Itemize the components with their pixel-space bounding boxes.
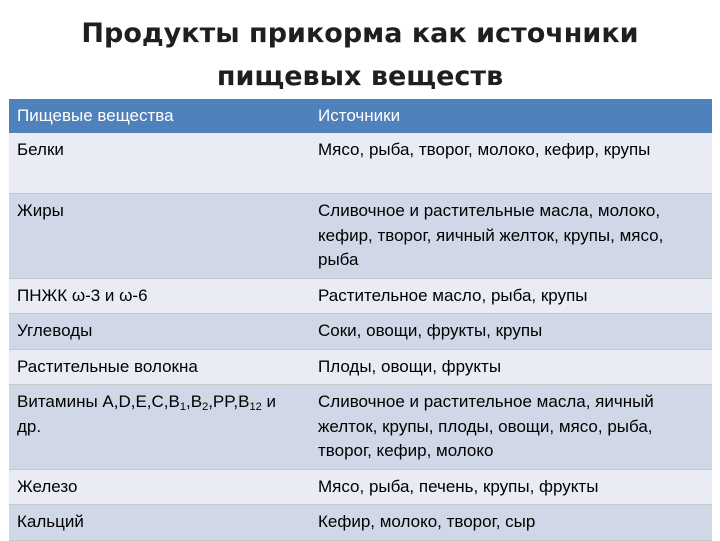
nutrient-cell: Жиры: [9, 194, 307, 279]
header-sources: Источники: [307, 99, 712, 133]
nutrient-cell: [9, 385, 307, 470]
nutrient-cell: Белки: [9, 133, 307, 194]
vitamins-text: ,PP,B: [208, 392, 250, 411]
table-row: [9, 505, 712, 541]
nutrient-cell: Железо: [9, 469, 307, 505]
nutrient-cell: ПНЖК ω-3 и ω-6: [9, 278, 307, 314]
title-line-2: пищевых веществ: [216, 61, 504, 92]
header-nutrients: Пищевые вещества: [9, 99, 307, 133]
subscript: 2: [202, 401, 209, 413]
table-row: [9, 349, 712, 385]
nutrient-cell: Кальций: [9, 505, 307, 541]
nutrient-cell: Растительные волокна: [9, 349, 307, 385]
nutrient-cell: Углеводы: [9, 314, 307, 350]
table-header-row: [9, 99, 712, 133]
sources-cell: Сливочное и растительные масла, молоко, кефир, творог, яичный желток, крупы, мясо, рыба: [307, 194, 712, 279]
table-row: [9, 314, 712, 350]
table-row: [9, 194, 712, 279]
subscript: 12: [249, 401, 262, 413]
vitamins-text: Витамины А,D,E,C,B: [17, 392, 180, 411]
sources-cell: Мясо, рыба, печень, крупы, фрукты: [307, 469, 712, 505]
subscript: 1: [179, 401, 186, 413]
table-row: [9, 469, 712, 505]
nutrients-table: [9, 99, 712, 541]
table-row: [9, 278, 712, 314]
sources-cell: Мясо, рыба, творог, молоко, кефир, крупы: [307, 133, 712, 194]
sources-cell: Сливочное и растительное масла, яичный желток, крупы, плоды, овощи, мясо, рыба, творог, кефир, молоко: [307, 385, 712, 470]
slide-title: [40, 12, 680, 98]
sources-cell: Кефир, молоко, творог, сыр: [307, 505, 712, 541]
title-line-1: Продукты прикорма как источники: [81, 18, 639, 49]
vitamins-text: ,B: [186, 392, 203, 411]
table-row: [9, 385, 712, 470]
table-row: [9, 133, 712, 194]
sources-cell: Плоды, овощи, фрукты: [307, 349, 712, 385]
sources-cell: Растительное масло, рыба, крупы: [307, 278, 712, 314]
vitamins-text: и др.: [17, 392, 276, 436]
sources-cell: Соки, овощи, фрукты, крупы: [307, 314, 712, 350]
